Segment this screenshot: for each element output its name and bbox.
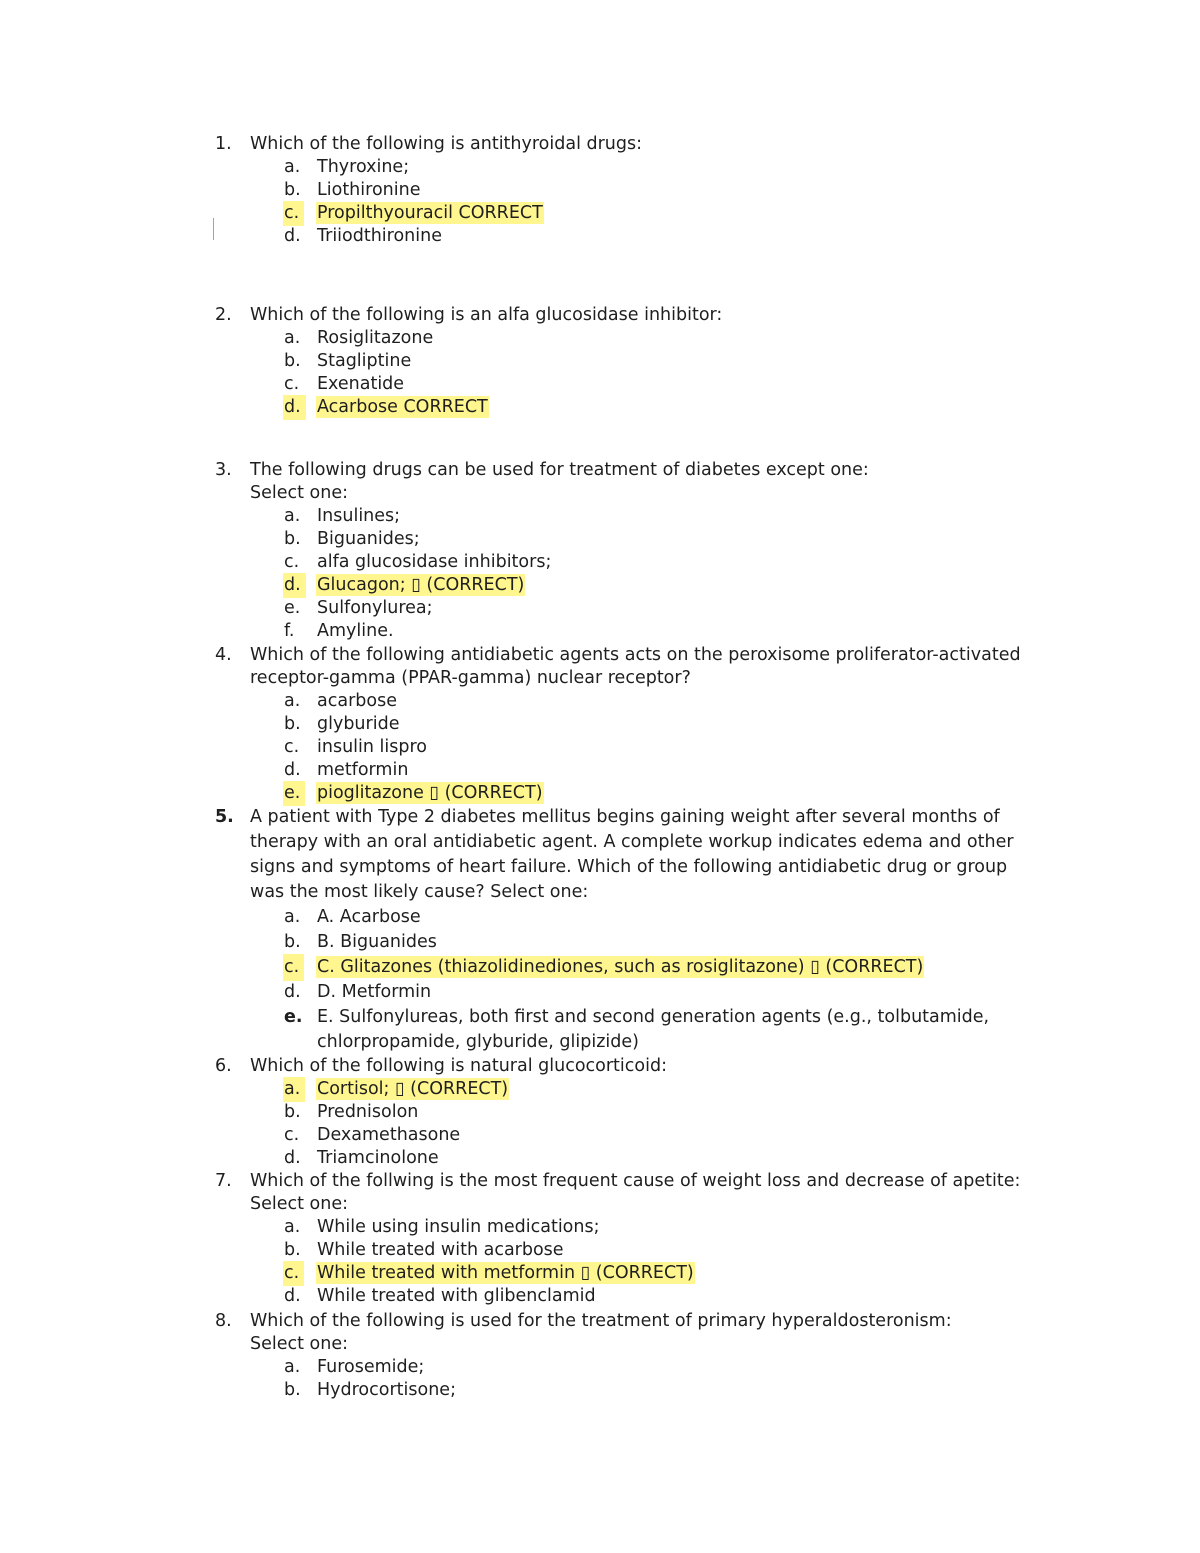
option-text: Sulfonylurea;	[317, 598, 433, 618]
option-letter: d.	[284, 396, 305, 419]
option-letter: c.	[284, 1262, 303, 1285]
question-number: 8.	[215, 1311, 232, 1331]
option-text: Cortisol; ▯ (CORRECT)	[317, 1079, 509, 1099]
option-text: Prednisolon	[317, 1102, 419, 1122]
option-letter: e.	[284, 598, 301, 618]
option-text: insulin lispro	[317, 737, 428, 757]
question-3	[215, 459, 1025, 643]
question-text: Which of the following is an alfa glucosidase inhibitor:	[250, 305, 723, 325]
option-a-correct	[215, 1078, 1025, 1101]
option-a	[215, 327, 1025, 350]
option-text: While using insulin medications;	[317, 1217, 600, 1237]
option-text: Stagliptine	[317, 351, 412, 371]
option-letter: d.	[284, 760, 301, 780]
question-number: 3.	[215, 460, 232, 480]
select-one-prompt: Select one:	[250, 1334, 349, 1354]
option-letter: c.	[284, 1125, 300, 1145]
question-7	[215, 1170, 1025, 1308]
option-letter: a.	[284, 1078, 304, 1101]
question-text: Which of the following is natural glucocorticoid:	[250, 1056, 667, 1076]
question-2	[215, 304, 1025, 419]
option-text: E. Sulfonylureas, both first and second generation agents (e.g., tolbutamide, chlorpropamide, glyburide, glipizide)	[317, 1007, 990, 1052]
option-letter: a.	[284, 1217, 301, 1237]
option-letter: c.	[284, 374, 300, 394]
option-b	[215, 1239, 1025, 1262]
option-letter: f.	[284, 621, 295, 641]
question-8	[215, 1310, 1025, 1402]
option-b	[215, 350, 1025, 373]
question-number: 6.	[215, 1056, 232, 1076]
option-e	[215, 597, 1025, 620]
option-text: Insulines;	[317, 506, 401, 526]
option-letter: c.	[284, 552, 300, 572]
option-b	[215, 1101, 1025, 1124]
option-a	[215, 1216, 1025, 1239]
option-text: Hydrocortisone;	[317, 1380, 456, 1400]
option-letter: b.	[284, 714, 301, 734]
option-e	[215, 1005, 1025, 1055]
option-a	[215, 905, 1025, 930]
question-text: Which of the following is used for the treatment of primary hyperaldosteronism:	[250, 1311, 952, 1331]
question-text: Which of the following is antithyroidal drugs:	[250, 134, 643, 154]
option-text: Propilthyouracil CORRECT	[317, 203, 543, 223]
question-1	[215, 133, 1025, 248]
option-letter: e.	[284, 782, 304, 805]
question-text: Which of the follwing is the most frequent cause of weight loss and decrease of apetite:	[250, 1171, 1021, 1191]
option-letter: b.	[284, 180, 301, 200]
option-d	[215, 1285, 1025, 1308]
option-d	[215, 1147, 1025, 1170]
option-a	[215, 156, 1025, 179]
option-text: glyburide	[317, 714, 400, 734]
correct-marker: ▯ (CORRECT)	[804, 957, 924, 977]
option-b	[215, 930, 1025, 955]
option-text: Rosiglitazone	[317, 328, 434, 348]
option-letter: c.	[284, 737, 300, 757]
option-letter: a.	[284, 328, 301, 348]
option-letter: b.	[284, 932, 301, 952]
option-text: Liothironine	[317, 180, 421, 200]
option-a	[215, 1356, 1025, 1379]
option-d	[215, 759, 1025, 782]
option-c-correct	[215, 202, 1025, 225]
question-stem	[215, 805, 1025, 905]
option-d	[215, 980, 1025, 1005]
option-d-correct	[215, 396, 1025, 419]
option-c-correct	[215, 955, 1025, 980]
option-d-correct	[215, 574, 1025, 597]
option-letter: d.	[284, 1148, 301, 1168]
option-text: alfa glucosidase inhibitors;	[317, 552, 552, 572]
option-text: A. Acarbose	[317, 907, 421, 927]
option-letter: c.	[284, 202, 303, 225]
option-text: metformin	[317, 760, 409, 780]
option-text: Biguanides;	[317, 529, 420, 549]
option-text: Acarbose CORRECT	[317, 397, 488, 417]
option-text: Triiodthironine	[317, 226, 442, 246]
option-text: C. Glitazones (thiazolidinediones, such as rosiglitazone)	[317, 957, 805, 977]
option-letter: a.	[284, 157, 301, 177]
question-number: 7.	[215, 1171, 232, 1191]
option-letter: d.	[284, 982, 301, 1002]
option-d	[215, 225, 1025, 248]
question-text: Which of the following antidiabetic agents acts on the peroxisome proliferator-activated receptor-gamma (PPAR-gamma) nuclear receptor?	[250, 645, 1021, 688]
question-number: 1.	[215, 134, 232, 154]
question-stem	[215, 1055, 1025, 1078]
question-stem	[215, 133, 1025, 156]
question-stem	[215, 304, 1025, 327]
option-e-correct	[215, 782, 1025, 805]
option-letter: a.	[284, 506, 301, 526]
option-b	[215, 1379, 1025, 1402]
option-text: B. Biguanides	[317, 932, 437, 952]
option-c	[215, 551, 1025, 574]
margin-change-mark	[213, 218, 214, 240]
question-stem	[215, 1310, 1025, 1333]
question-stem	[215, 459, 1025, 482]
option-text: Dexamethasone	[317, 1125, 461, 1145]
option-letter: c.	[284, 955, 303, 980]
option-letter: d.	[284, 226, 301, 246]
option-letter: d.	[284, 574, 305, 597]
option-text: Triamcinolone	[317, 1148, 439, 1168]
question-text: The following drugs can be used for treatment of diabetes except one:	[250, 460, 869, 480]
question-number: 5.	[215, 807, 234, 827]
question-stem	[215, 644, 1025, 690]
option-a	[215, 690, 1025, 713]
option-c	[215, 736, 1025, 759]
option-f	[215, 620, 1025, 643]
option-text: Furosemide;	[317, 1357, 425, 1377]
option-letter: d.	[284, 1286, 301, 1306]
option-text: While treated with metformin ▯ (CORRECT)	[317, 1263, 694, 1283]
question-stem	[215, 1170, 1025, 1193]
option-text: Exenatide	[317, 374, 405, 394]
option-letter: a.	[284, 1357, 301, 1377]
select-one-prompt: Select one:	[250, 483, 349, 503]
option-text: Amyline.	[317, 621, 394, 641]
option-b	[215, 528, 1025, 551]
option-c	[215, 1124, 1025, 1147]
option-b	[215, 179, 1025, 202]
option-text: While treated with glibenclamid	[317, 1286, 596, 1306]
question-4	[215, 644, 1025, 805]
option-letter: b.	[284, 351, 301, 371]
option-letter: e.	[284, 1007, 303, 1027]
option-text: pioglitazone ▯ (CORRECT)	[317, 783, 543, 803]
option-c	[215, 373, 1025, 396]
question-number: 4.	[215, 645, 232, 665]
option-text: D. Metformin	[317, 982, 432, 1002]
question-5	[215, 805, 1025, 1055]
option-letter: b.	[284, 1102, 301, 1122]
option-text: Thyroxine;	[317, 157, 410, 177]
question-6	[215, 1055, 1025, 1170]
option-c-correct	[215, 1262, 1025, 1285]
option-letter: b.	[284, 1380, 301, 1400]
option-text: Glucagon; ▯ (CORRECT)	[317, 575, 525, 595]
option-text: While treated with acarbose	[317, 1240, 564, 1260]
option-letter: b.	[284, 529, 301, 549]
option-a	[215, 505, 1025, 528]
select-one-prompt: Select one:	[250, 1194, 349, 1214]
question-text: A patient with Type 2 diabetes mellitus begins gaining weight after several months of therapy with an oral antidiabetic agent. A complete workup indicates edema and other signs and symptoms of heart failure. Which of the following antidiabetic drug or group was the most likely cause? Select one:	[250, 807, 1014, 902]
option-b	[215, 713, 1025, 736]
option-letter: a.	[284, 907, 301, 927]
question-number: 2.	[215, 305, 232, 325]
option-letter: b.	[284, 1240, 301, 1260]
option-text: acarbose	[317, 691, 397, 711]
option-letter: a.	[284, 691, 301, 711]
